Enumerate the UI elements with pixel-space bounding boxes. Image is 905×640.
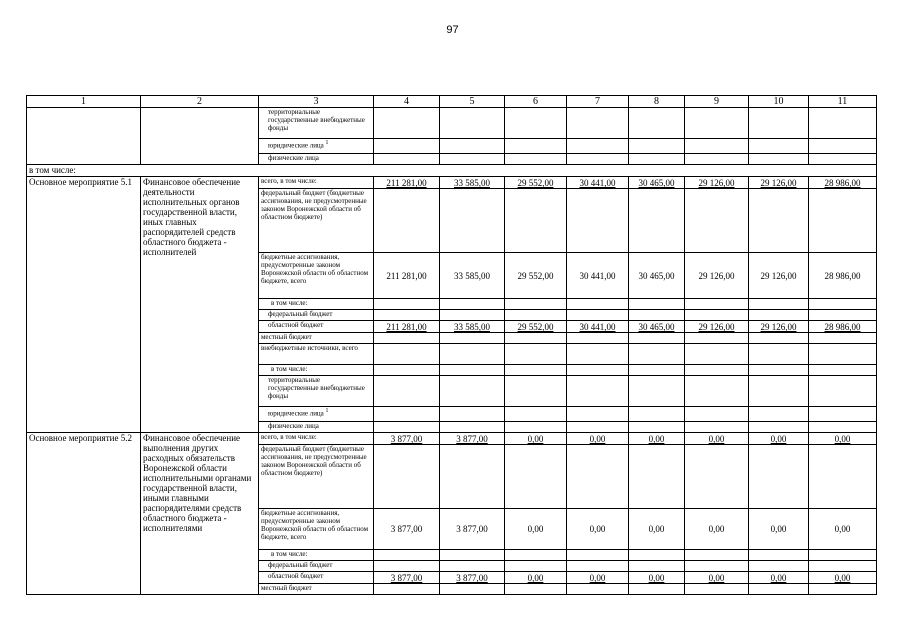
value-cell <box>685 572 749 584</box>
row-label: областной бюджет <box>259 321 374 333</box>
value-cell <box>809 253 877 299</box>
empty-cell <box>629 189 685 253</box>
empty-cell <box>374 376 440 407</box>
empty-cell <box>440 550 505 561</box>
empty-cell <box>685 333 749 344</box>
value-cell <box>629 253 685 299</box>
column-header: 4 <box>374 96 440 108</box>
empty-cell <box>685 445 749 509</box>
value-cell <box>809 572 877 584</box>
value-cell <box>374 321 440 333</box>
value-text: 29 552,00 <box>517 322 554 332</box>
empty-cell <box>629 445 685 509</box>
empty-cell <box>505 189 567 253</box>
empty-cell <box>567 550 629 561</box>
value-cell <box>505 177 567 189</box>
value-cell <box>685 177 749 189</box>
value-text: 3 877,00 <box>390 573 423 583</box>
empty-cell <box>505 344 567 365</box>
value-text: 0,00 <box>708 573 725 583</box>
empty-cell <box>567 376 629 407</box>
empty-cell <box>505 561 567 572</box>
empty-cell <box>567 333 629 344</box>
empty-cell <box>685 561 749 572</box>
value-text: 3 877,00 <box>456 573 488 583</box>
value-text: 0,00 <box>834 573 851 583</box>
empty-cell <box>440 584 505 595</box>
value-text: 28 986,00 <box>824 178 861 188</box>
empty-cell <box>685 376 749 407</box>
empty-cell <box>749 422 809 433</box>
value-cell <box>567 253 629 299</box>
empty-cell <box>749 344 809 365</box>
empty-cell <box>440 333 505 344</box>
column-header: 7 <box>567 96 629 108</box>
value-cell <box>374 253 440 299</box>
empty-cell <box>567 299 629 310</box>
value-text: 28 986,00 <box>824 322 861 332</box>
empty-cell <box>749 584 809 595</box>
value-cell <box>567 177 629 189</box>
value-cell <box>685 509 749 550</box>
empty-cell <box>505 333 567 344</box>
value-text: 0,00 <box>834 524 851 534</box>
value-cell <box>749 253 809 299</box>
empty-cell <box>374 365 440 376</box>
row-label: физические лица <box>259 422 374 433</box>
row-label: территориальные государственные внебюджетные фонды <box>259 376 374 407</box>
value-text: 30 465,00 <box>638 322 675 332</box>
empty-cell <box>809 376 877 407</box>
value-cell <box>374 509 440 550</box>
value-cell <box>685 433 749 445</box>
empty-cell <box>567 584 629 595</box>
value-text: 3 877,00 <box>456 524 488 534</box>
section-label: в том числе: <box>27 165 877 177</box>
value-cell <box>567 321 629 333</box>
empty-cell <box>629 365 685 376</box>
empty-cell <box>749 445 809 509</box>
empty-cell <box>374 189 440 253</box>
row-label: в том числе: <box>259 365 374 376</box>
empty-cell <box>685 407 749 422</box>
value-cell <box>505 253 567 299</box>
empty-cell <box>809 584 877 595</box>
value-text: 30 441,00 <box>579 178 616 188</box>
value-cell <box>749 177 809 189</box>
empty-cell <box>374 561 440 572</box>
empty-cell <box>567 310 629 321</box>
row-label: физические лица <box>259 154 374 165</box>
empty-cell <box>629 299 685 310</box>
empty-cell <box>809 344 877 365</box>
row-label: областной бюджет <box>259 572 374 584</box>
row-label: бюджетные ассигнования, предусмотренные законом Воронежской области об областном бюджете, всего <box>259 509 374 550</box>
value-text: 211 281,00 <box>386 322 427 332</box>
empty-cell <box>440 310 505 321</box>
value-text: 0,00 <box>770 573 787 583</box>
empty-cell <box>505 422 567 433</box>
empty-cell <box>567 422 629 433</box>
value-text: 30 465,00 <box>638 270 675 281</box>
empty-cell <box>440 422 505 433</box>
empty-cell <box>505 299 567 310</box>
value-text: 29 126,00 <box>760 178 797 188</box>
empty-cell <box>374 333 440 344</box>
empty-cell <box>809 310 877 321</box>
empty-cell <box>749 299 809 310</box>
empty-cell <box>567 365 629 376</box>
value-cell <box>440 572 505 584</box>
empty-cell <box>629 550 685 561</box>
value-text: 3 877,00 <box>390 524 423 534</box>
value-cell <box>374 433 440 445</box>
empty-cell <box>749 407 809 422</box>
row-label: бюджетные ассигнования, предусмотренные законом Воронежской области об областном бюджете, всего <box>259 253 374 299</box>
value-cell <box>809 177 877 189</box>
value-cell <box>749 572 809 584</box>
empty-cell <box>374 310 440 321</box>
table-row <box>27 177 877 189</box>
value-text: 0,00 <box>648 434 665 444</box>
empty-cell <box>685 422 749 433</box>
measure-title: Основное мероприятие 5.1 <box>27 177 141 433</box>
row-label: федеральный бюджет <box>259 561 374 572</box>
value-text: 0,00 <box>648 524 665 534</box>
empty-cell <box>629 422 685 433</box>
empty-cell <box>629 561 685 572</box>
value-text: 28 986,00 <box>824 270 861 281</box>
measure-description: Финансовое обеспечение деятельности исполнительных органов государственной власти, иных главных распорядителей средств областного бюджета - исполнителей <box>141 177 259 433</box>
value-text: 0,00 <box>770 434 787 444</box>
empty-cell <box>685 344 749 365</box>
value-text: 0,00 <box>834 434 851 444</box>
empty-cell <box>141 108 259 165</box>
empty-cell <box>685 550 749 561</box>
empty-cell <box>567 445 629 509</box>
value-cell <box>374 177 440 189</box>
row-label: юридические лица $^1$ <box>259 139 374 154</box>
value-text: 30 441,00 <box>579 270 616 281</box>
value-cell <box>629 177 685 189</box>
value-cell <box>809 509 877 550</box>
empty-cell <box>567 407 629 422</box>
empty-cell <box>505 445 567 509</box>
value-text: 33 585,00 <box>454 178 490 188</box>
value-text: 29 552,00 <box>517 178 554 188</box>
value-text: 29 126,00 <box>760 270 797 281</box>
empty-cell <box>685 299 749 310</box>
value-text: 30 441,00 <box>579 322 616 332</box>
table-row <box>27 108 877 139</box>
empty-cell <box>440 299 505 310</box>
value-text: 3 877,00 <box>390 434 423 444</box>
empty-cell <box>505 310 567 321</box>
empty-cell <box>809 550 877 561</box>
row-label: в том числе: <box>259 299 374 310</box>
value-cell <box>440 177 505 189</box>
empty-cell <box>809 445 877 509</box>
empty-cell <box>567 344 629 365</box>
empty-cell <box>629 333 685 344</box>
empty-cell <box>440 189 505 253</box>
value-text: 29 126,00 <box>760 322 797 332</box>
column-header: 3 <box>259 96 374 108</box>
value-cell <box>567 509 629 550</box>
row-label: федеральный бюджет <box>259 310 374 321</box>
empty-cell <box>27 108 141 165</box>
value-cell <box>567 433 629 445</box>
empty-cell <box>440 376 505 407</box>
empty-cell <box>567 561 629 572</box>
empty-cell <box>809 561 877 572</box>
value-cell <box>809 433 877 445</box>
column-header: 9 <box>685 96 749 108</box>
value-cell <box>749 433 809 445</box>
empty-cell <box>440 365 505 376</box>
value-cell <box>809 321 877 333</box>
table-row <box>27 433 877 445</box>
value-text: 0,00 <box>527 524 544 534</box>
empty-cell <box>749 376 809 407</box>
column-header: 11 <box>809 96 877 108</box>
empty-cell <box>749 550 809 561</box>
value-text: 33 585,00 <box>454 270 490 281</box>
column-header: 2 <box>141 96 259 108</box>
empty-cell <box>374 407 440 422</box>
value-text: 0,00 <box>708 434 725 444</box>
empty-cell <box>685 310 749 321</box>
value-text: 3 877,00 <box>456 434 488 444</box>
empty-cell <box>809 407 877 422</box>
empty-cell <box>749 365 809 376</box>
value-cell <box>440 253 505 299</box>
value-text: 29 126,00 <box>698 270 735 281</box>
row-label: федеральный бюджет (бюджетные ассигнования, не предусмотренные законом Воронежской области об областном бюджете) <box>259 189 374 253</box>
row-label: внебюджетные источники, всего <box>259 344 374 365</box>
value-text: 30 465,00 <box>638 178 675 188</box>
empty-cell <box>749 189 809 253</box>
value-cell <box>505 321 567 333</box>
empty-cell <box>685 365 749 376</box>
empty-cell <box>505 550 567 561</box>
page-number: 97 <box>446 24 459 36</box>
row-label: в том числе: <box>259 550 374 561</box>
empty-cell <box>374 550 440 561</box>
value-text: 0,00 <box>589 573 606 583</box>
column-header: 10 <box>749 96 809 108</box>
empty-cell <box>374 445 440 509</box>
empty-cell <box>809 333 877 344</box>
value-cell <box>685 321 749 333</box>
empty-cell <box>809 365 877 376</box>
value-text: 29 126,00 <box>698 322 735 332</box>
empty-cell <box>440 561 505 572</box>
row-label: всего, в том числе: <box>259 433 374 445</box>
empty-cell <box>374 299 440 310</box>
value-text: 0,00 <box>648 573 665 583</box>
value-cell <box>505 572 567 584</box>
value-cell <box>629 572 685 584</box>
value-text: 0,00 <box>527 434 544 444</box>
row-label: местный бюджет <box>259 333 374 344</box>
value-cell <box>567 572 629 584</box>
value-cell <box>505 509 567 550</box>
empty-cell <box>505 584 567 595</box>
value-cell <box>749 321 809 333</box>
table-header-row <box>27 96 877 108</box>
value-cell <box>629 509 685 550</box>
column-header: 8 <box>629 96 685 108</box>
value-text: 29 126,00 <box>698 178 735 188</box>
value-text: 0,00 <box>527 573 544 583</box>
value-cell <box>374 572 440 584</box>
row-label: территориальные государственные внебюджетные фонды <box>259 108 374 139</box>
value-cell <box>629 321 685 333</box>
value-text: 0,00 <box>589 434 606 444</box>
empty-cell <box>629 344 685 365</box>
empty-cell <box>629 376 685 407</box>
column-header: 5 <box>440 96 505 108</box>
empty-cell <box>374 422 440 433</box>
empty-cell <box>629 407 685 422</box>
empty-cell <box>809 189 877 253</box>
row-label: федеральный бюджет (бюджетные ассигнования, не предусмотренные законом Воронежской области об областном бюджете) <box>259 445 374 509</box>
empty-cell <box>749 333 809 344</box>
value-text: 211 281,00 <box>386 178 427 188</box>
empty-cell <box>809 299 877 310</box>
empty-cell <box>505 376 567 407</box>
empty-cell <box>685 584 749 595</box>
value-cell <box>685 253 749 299</box>
column-header: 1 <box>27 96 141 108</box>
empty-cell <box>505 365 567 376</box>
value-text: 0,00 <box>589 524 606 534</box>
empty-cell <box>374 584 440 595</box>
empty-cell <box>505 407 567 422</box>
empty-cell <box>629 584 685 595</box>
row-label: всего, в том числе: <box>259 177 374 189</box>
measure-title: Основное мероприятие 5.2 <box>27 433 141 595</box>
empty-cell <box>809 422 877 433</box>
value-cell <box>440 433 505 445</box>
value-cell <box>440 509 505 550</box>
value-cell <box>749 509 809 550</box>
column-header: 6 <box>505 96 567 108</box>
empty-cell <box>440 407 505 422</box>
value-text: 0,00 <box>708 524 725 534</box>
empty-cell <box>685 189 749 253</box>
value-text: 33 585,00 <box>454 322 490 332</box>
row-label: юридические лица $^1$ <box>259 407 374 422</box>
empty-cell <box>749 561 809 572</box>
table-row <box>27 165 877 177</box>
value-text: 211 281,00 <box>386 270 427 281</box>
value-cell <box>505 433 567 445</box>
empty-cell <box>567 189 629 253</box>
empty-cell <box>440 344 505 365</box>
value-cell <box>440 321 505 333</box>
budget-table <box>26 95 877 595</box>
empty-cell <box>749 310 809 321</box>
measure-description: Финансовое обеспечение выполнения других расходных обязательств Воронежской области исполнительными органами государственной власти, иными главными распорядителями средств областного бюджета - исполнителями <box>141 433 259 595</box>
empty-cell <box>629 310 685 321</box>
empty-cell <box>440 445 505 509</box>
empty-cell <box>374 344 440 365</box>
value-cell <box>629 433 685 445</box>
value-text: 0,00 <box>770 524 787 534</box>
value-text: 29 552,00 <box>517 270 554 281</box>
row-label: местный бюджет <box>259 584 374 595</box>
